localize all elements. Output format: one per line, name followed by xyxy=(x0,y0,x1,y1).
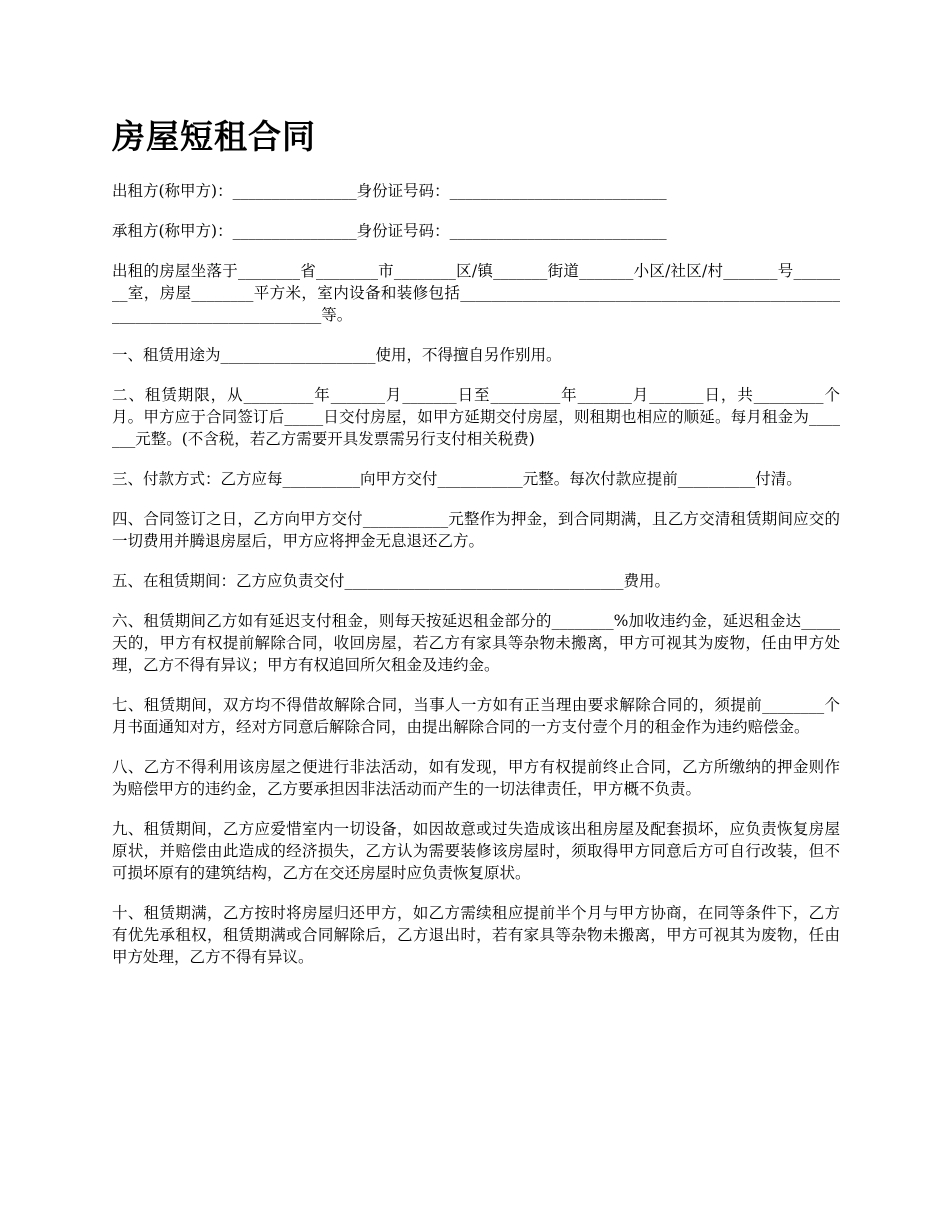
clause-8-illegal-activity: 八、乙方不得利用该房屋之便进行非法活动，如有发现，甲方有权提前终止合同，乙方所缴纳的押金则作为赔偿甲方的违约金，乙方要承担因非法活动而产生的一切法律责任，甲方概不负责。 xyxy=(112,758,840,798)
clause-7-termination: 七、租赁期间，双方均不得借故解除合同，当事人一方如有正当理由要求解除合同的，须提前________个月书面通知对方，经对方同意后解除合同，由提出解除合同的一方支付壹个月的租金作为违约赔偿金。 xyxy=(112,696,840,736)
clause-4-deposit: 四、合同签订之日，乙方向甲方交付___________元整作为押金，到合同期满，且乙方交清租赁期间应交的一切费用并腾退房屋后，甲方应将押金无息退还乙方。 xyxy=(112,510,840,550)
lessee-line: 承租方(称甲方)：________________身份证号码：____________________________ xyxy=(112,222,667,240)
clause-10-expiry: 十、租赁期满，乙方按时将房屋归还甲方，如乙方需续租应提前半个月与甲方协商，在同等条件下，乙方有优先承租权，租赁期满或合同解除后，乙方退出时，若有家具等杂物未搬离，甲方可视其为废物，任由甲方处理，乙方不得有异议。 xyxy=(112,904,840,966)
clause-9-maintenance: 九、租赁期间，乙方应爱惜室内一切设备，如因故意或过失造成该出租房屋及配套损坏，应负责恢复房屋原状，并赔偿由此造成的经济损失，乙方认为需要装修该房屋时，须取得甲方同意后方可自行改装，但不可损坏原有的建筑结构，乙方在交还房屋时应负责恢复原状。 xyxy=(112,820,840,882)
clause-3-payment: 三、付款方式：乙方应每__________向甲方交付___________元整。每次付款应提前__________付清。 xyxy=(112,470,802,488)
clause-6-late-payment: 六、租赁期间乙方如有延迟支付租金，则每天按延迟租金部分的________%加收违约金，延迟租金达_____天的，甲方有权提前解除合同，收回房屋，若乙方有家具等杂物未搬离，甲方可视其为废物，任由甲方处理，乙方不得有异议；甲方有权追回所欠租金及违约金。 xyxy=(112,612,840,674)
document-title: 房屋短租合同 xyxy=(112,117,316,156)
lessor-line: 出租方(称甲方)：________________身份证号码：____________________________ xyxy=(112,182,667,200)
clause-1-purpose: 一、租赁用途为____________________使用，不得擅自另作别用。 xyxy=(112,346,562,364)
property-location-paragraph: 出租的房屋坐落于________省________市________区/镇_______街道_______小区/社区/村_______号________室，房屋________平方米，室内设备和装修包括____________________________________________________________________________等。 xyxy=(112,262,840,324)
clause-2-term: 二、租赁期限，从_________年_______月_______日至_________年_______月_______日，共_________个月。甲方应于合同签订后_____日交付房屋，如甲方延期交付房屋，则租期也相应的顺延。每月租金为_______元整。(不含税，若乙方需要开具发票需另行支付相关税费) xyxy=(112,386,840,448)
document-page xyxy=(112,112,840,982)
clause-5-fees: 五、在租赁期间：乙方应负责交付____________________________________费用。 xyxy=(112,572,671,590)
